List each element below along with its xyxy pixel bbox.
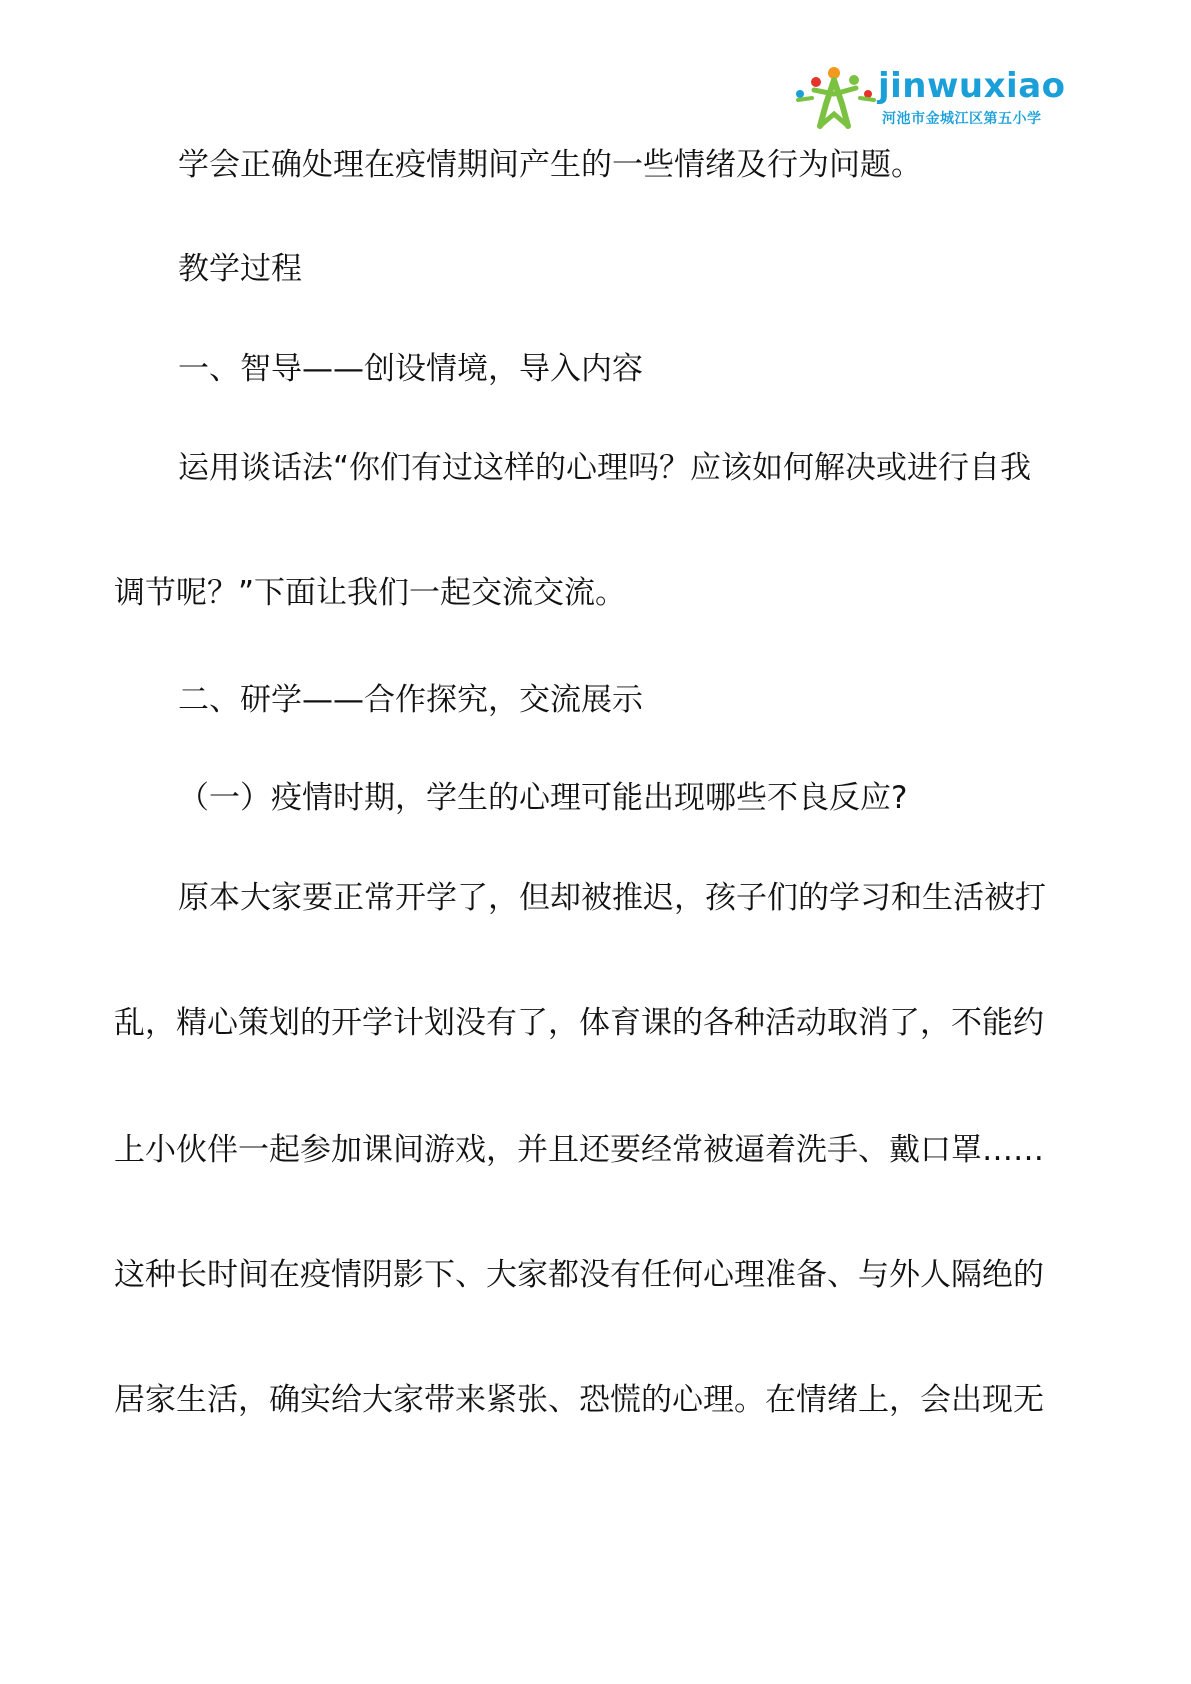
text-line-4: 运用谈话法“你们有过这样的心理吗？应该如何解决或进行自我 <box>178 450 1032 486</box>
section-heading-2: 二、研学——合作探究，交流展示 <box>178 682 643 718</box>
text-line-8: 原本大家要正常开学了，但却被推迟，孩子们的学习和生活被打 <box>178 880 1046 916</box>
logo-wordmark: jinwuxiao <box>878 66 1066 106</box>
section-heading-1: 一、智导——创设情境，导入内容 <box>178 351 643 387</box>
school-logo <box>790 64 1066 134</box>
text-line-10: 上小伙伴一起参加课间游戏，并且还要经常被逼着洗手、戴口罩…… <box>114 1132 1044 1168</box>
text-line-12: 居家生活，确实给大家带来紧张、恐慌的心理。在情绪上，会出现无 <box>114 1382 1044 1418</box>
subsection-heading-1: （一）疫情时期，学生的心理可能出现哪些不良反应? <box>178 780 908 816</box>
section-heading-teaching-process: 教学过程 <box>178 251 302 287</box>
logo-subtitle: 河池市金城江区第五小学 <box>882 111 1042 127</box>
text-line-1: 学会正确处理在疫情期间产生的一些情绪及行为问题。 <box>178 147 922 183</box>
text-line-5: 调节呢？”下面让我们一起交流交流。 <box>114 575 627 611</box>
school-logo-icon <box>790 64 880 134</box>
text-line-11: 这种长时间在疫情阴影下、大家都没有任何心理准备、与外人隔绝的 <box>114 1257 1044 1293</box>
text-line-9: 乱，精心策划的开学计划没有了，体育课的各种活动取消了，不能约 <box>114 1005 1044 1041</box>
